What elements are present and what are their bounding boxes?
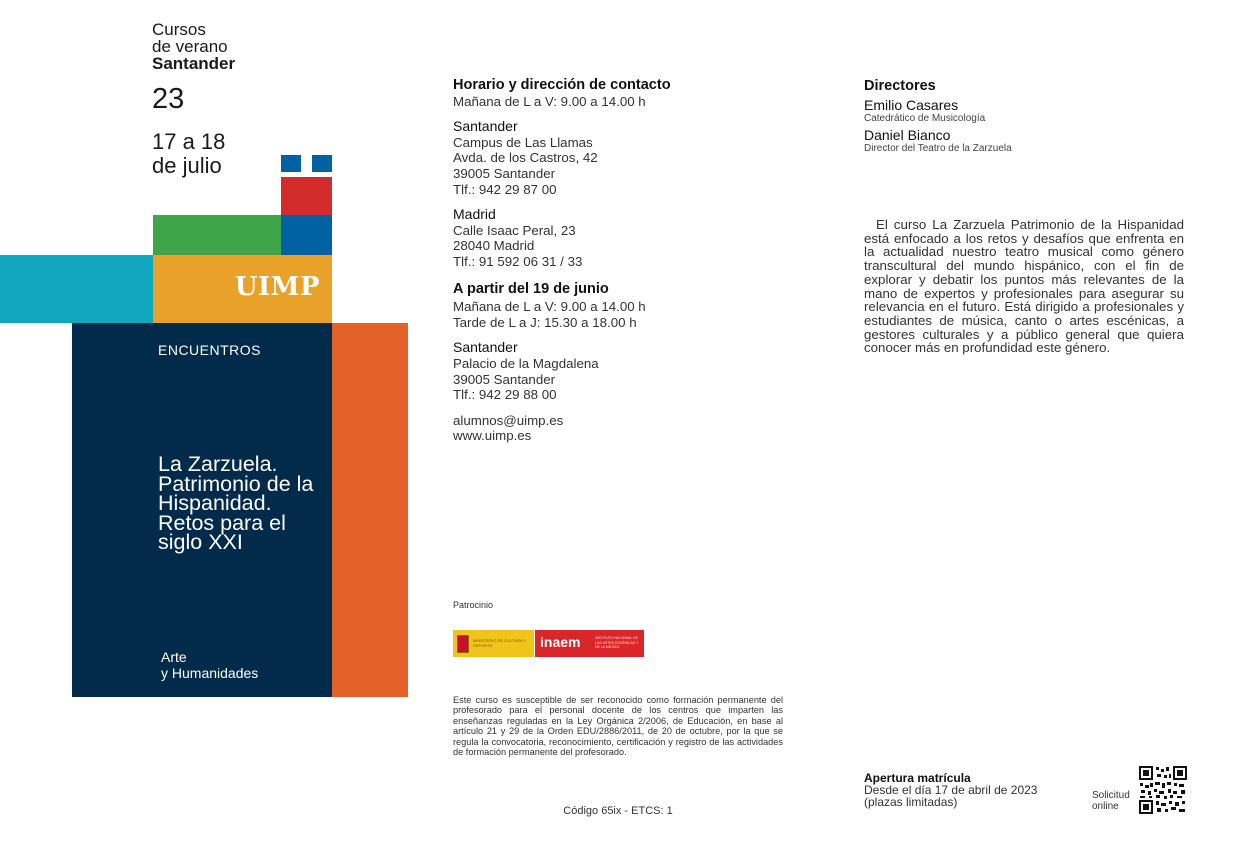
course-description: El curso La Zarzuela Patrimonio de la Hispanidad está enfocado a los retos y desafíos que enfrenta en la actualidad nuestro teatro musical como género transcultural del mundo hispánico, con el fin de explorar y debatir los puntos más relevantes de la mano de expertos y profesionales para asegurar su relevancia en el futuro. Está dirigido a profesionales y estudiantes de música, canto o artes escénicas, a gestores culturales y a público general que quiera conocer más en profundidad este género. — [864, 217, 1184, 356]
address-line: Avda. de los Castros, 42 — [453, 150, 598, 166]
contact-hours: Mañana de L a V: 9.00 a 14.00 h — [453, 93, 646, 109]
ministry-text: MINISTERIO DE CULTURA Y DEPORTE — [473, 638, 527, 648]
brand-block-yellow — [153, 255, 332, 323]
enrollment-date: Desde el día 17 de abril de 2023 — [864, 783, 1038, 797]
enrollment-note: (plazas limitadas) — [864, 795, 958, 809]
course-area — [161, 649, 258, 681]
course-category: ENCUENTROS — [158, 342, 262, 358]
inaem-logo — [535, 630, 644, 657]
apply-line-2: online — [1092, 801, 1119, 812]
sponsor-label: Patrocinio — [453, 600, 494, 610]
address-madrid — [453, 207, 733, 269]
edition-year: 23 — [152, 83, 185, 115]
enrollment-heading: Apertura matrícula — [864, 771, 971, 785]
coat-of-arms-icon — [457, 635, 469, 653]
area-line-1: Arte — [161, 649, 187, 665]
address-line: Calle Isaac Peral, 23 — [453, 222, 576, 238]
address-line: Campus de Las Llamas — [453, 134, 593, 150]
from-morning-hours: Mañana de L a V: 9.00 a 14.00 h — [453, 299, 646, 315]
brand-block-blue — [281, 215, 332, 255]
address-phone: Tlf.: 942 29 87 00 — [453, 181, 557, 197]
series-location: Santander — [152, 54, 236, 73]
qr-code-icon[interactable] — [1139, 766, 1187, 814]
contact-section — [453, 78, 733, 444]
brand-block-red — [281, 177, 332, 215]
course-code: Código 65ix - ETCS: 1 — [563, 805, 673, 817]
director-name: Emilio Casares — [864, 97, 959, 113]
address-city: Santander — [453, 339, 518, 356]
from-date-heading: A partir del 19 de junio — [453, 280, 609, 297]
address-city: Madrid — [453, 206, 496, 223]
address-line: Palacio de la Magdalena — [453, 355, 599, 371]
ministry-logo — [453, 630, 534, 657]
inaem-text: INSTITUTO NACIONAL DE LAS ARTES ESCÉNICAS Y DE LA MÚSICA — [595, 636, 639, 649]
director-name: Daniel Bianco — [864, 127, 951, 143]
brand-block-orange — [332, 323, 408, 697]
address-santander — [453, 119, 733, 197]
contact-online — [453, 413, 733, 444]
director-entry — [864, 127, 1194, 155]
director-entry — [864, 97, 1194, 125]
dates-line-1: 17 a 18 — [152, 129, 226, 154]
address-phone: Tlf.: 942 29 88 00 — [453, 387, 557, 403]
inaem-wordmark: inaem — [540, 634, 581, 650]
course-dates — [152, 130, 225, 178]
course-title: La Zarzuela. Patrimonio de la Hispanidad. Retos para el siglo XXI — [158, 452, 314, 554]
contact-heading: Horario y dirección de contacto — [453, 77, 671, 93]
area-line-2: y Humanidades — [161, 665, 259, 681]
from-afternoon-hours: Tarde de L a J: 15.30 a 18.00 h — [453, 314, 637, 330]
sponsor-logos — [453, 630, 644, 657]
address-line: 39005 Santander — [453, 165, 556, 181]
enrollment-info — [864, 772, 1037, 808]
uimp-logo: UIMP — [234, 272, 320, 302]
brand-square-right — [312, 155, 332, 172]
event-series-title — [152, 21, 235, 72]
address-santander-magdalena — [453, 340, 733, 402]
series-line-2: de verano — [152, 37, 228, 56]
brand-block-teal — [0, 255, 153, 323]
address-city: Santander — [453, 118, 518, 135]
website-link[interactable]: www.uimp.es — [453, 428, 532, 444]
brand-block-green — [153, 215, 281, 255]
address-phone: Tlf.: 91 592 06 31 / 33 — [453, 253, 583, 269]
legal-notice: Este curso es susceptible de ser reconocido como formación permanente del profesorado para el personal docente de los centros que imparten las enseñanzas reguladas en la Ley Orgánica 2/2006, de Educación, en base al artículo 21 y 29 de la Orden EDU/2886/2011, de 20 de octubre, por la que se regula la convocatoria, reconocimiento, certificación y registro de las actividades de formación permanente del profesorado. — [453, 695, 783, 758]
dates-line-2: de julio — [152, 153, 222, 178]
director-role: Director del Teatro de la Zarzuela — [864, 143, 1012, 154]
series-line-1: Cursos — [152, 20, 206, 39]
directors-section — [864, 78, 1194, 155]
apply-online-label — [1092, 790, 1130, 812]
brand-square-left — [281, 155, 301, 172]
address-line: 39005 Santander — [453, 371, 556, 387]
address-line: 28040 Madrid — [453, 238, 535, 254]
email-link[interactable]: alumnos@uimp.es — [453, 412, 564, 428]
apply-line-1: Solicitud — [1092, 790, 1130, 801]
directors-heading: Directores — [864, 78, 936, 94]
director-role: Catedrático de Musicología — [864, 113, 986, 124]
